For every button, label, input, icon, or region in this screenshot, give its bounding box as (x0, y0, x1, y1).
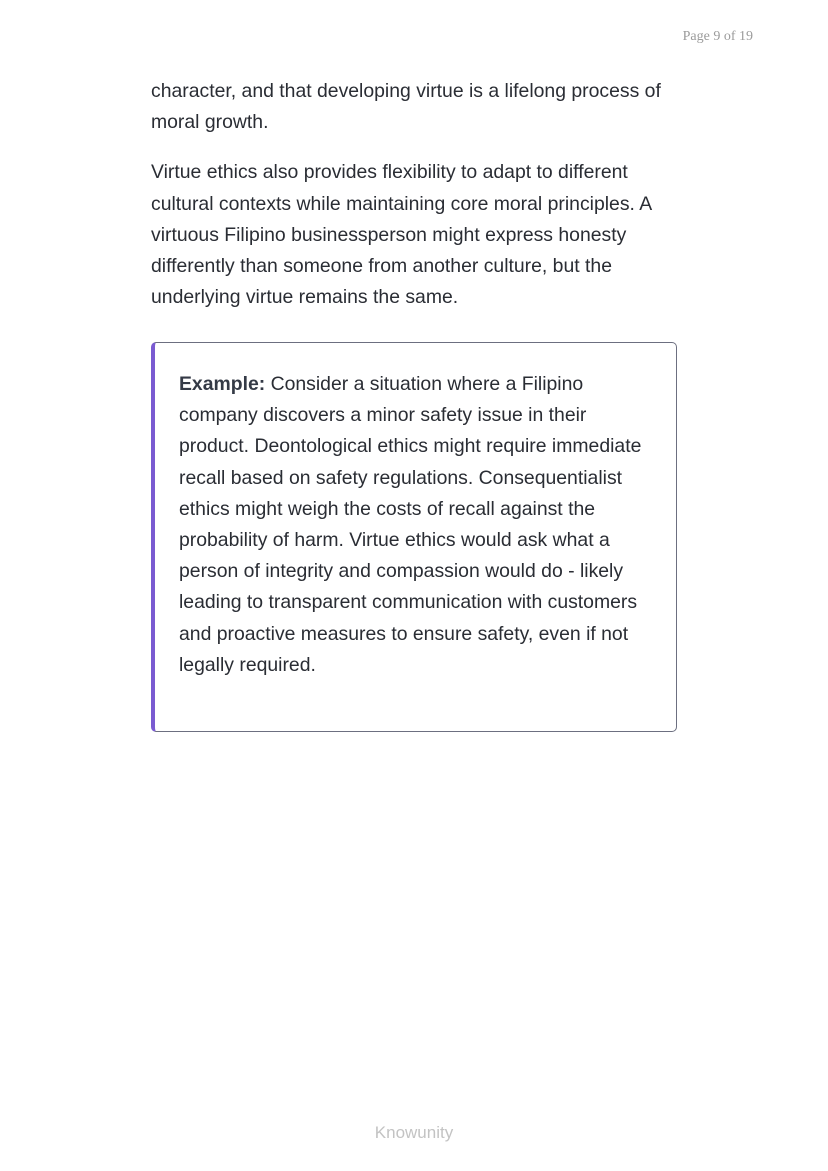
document-body (151, 76, 679, 313)
paragraph-continuation: character, and that developing virtue is a lifelong process of moral growth. (151, 80, 661, 134)
paragraph-virtue-ethics-flexibility: Virtue ethics also provides flexibility to adapt to different cultural contexts while maintaining core moral principles. A virtuous Filipino businessperson might express honesty differently than someone from another culture, but the underlying virtue remains the same. (151, 161, 652, 309)
callout-label: Example: (179, 373, 266, 395)
footer-brand: Knowunity (374, 1123, 454, 1142)
example-callout-box (151, 342, 677, 732)
callout-body: Consider a situation where a Filipino company discovers a minor safety issue in their product. Deontological ethics might require immediate recall based on safety regulations. Consequentialist ethics might weigh the costs of recall against the probability of harm. Virtue ethics would ask what a person of integrity and compassion would do - likely leading to transparent communication with customers and proactive measures to ensure safety, even if not legally required. (179, 373, 642, 676)
callout-text (179, 369, 656, 681)
page-number: Page 9 of 19 (682, 29, 753, 44)
